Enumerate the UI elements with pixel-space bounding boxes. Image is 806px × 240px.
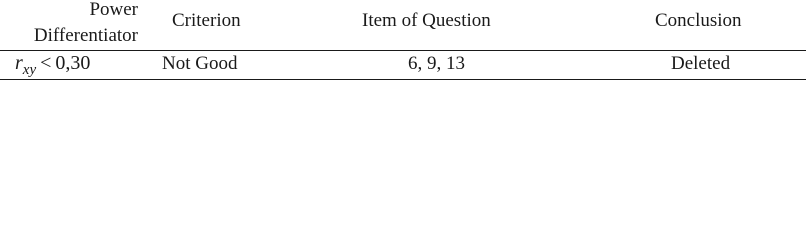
formula-operator: < [40, 52, 52, 74]
formula-value: 0,30 [55, 52, 91, 74]
header-conclusion: Conclusion [655, 10, 742, 31]
formula-subscript: xy [22, 62, 37, 78]
header-item-of-question: Item of Question [362, 10, 491, 31]
table-bottom-rule [0, 79, 806, 80]
row-conclusion: Deleted [671, 53, 731, 74]
header-power-line1: Power [89, 0, 138, 20]
formula-variable: r [15, 52, 23, 74]
row-items: 6, 9, 13 [408, 53, 465, 74]
row-power-formula [15, 52, 90, 76]
header-criterion: Criterion [172, 10, 241, 31]
results-table [0, 0, 806, 82]
row-criterion: Not Good [162, 53, 238, 74]
header-divider [0, 50, 806, 51]
header-power-line2: Differentiator [33, 25, 138, 46]
